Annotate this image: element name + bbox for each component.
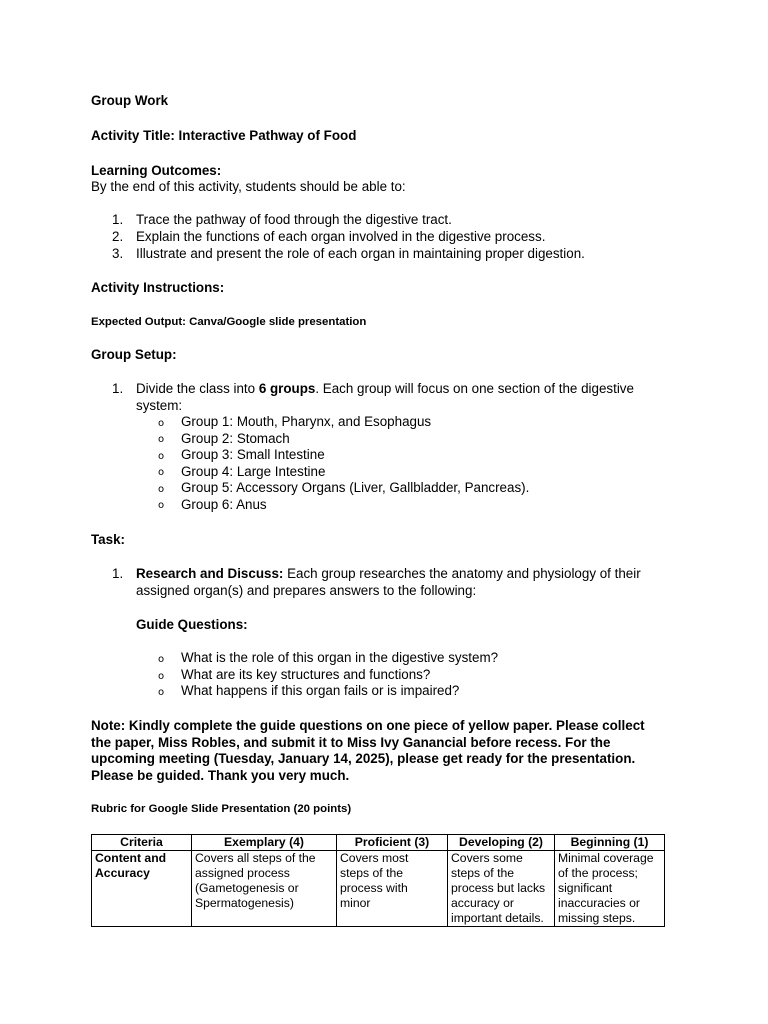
bullet-marker: o bbox=[158, 687, 165, 698]
list-number: 1. bbox=[112, 212, 124, 227]
rubric-header-proficient: Proficient (3) bbox=[337, 835, 448, 851]
group-item: Group 2: Stomach bbox=[181, 431, 290, 446]
activity-title: Activity Title: Interactive Pathway of Food bbox=[91, 128, 357, 143]
rubric-row bbox=[92, 851, 665, 927]
list-number: 2. bbox=[112, 229, 124, 244]
bullet-marker: o bbox=[158, 451, 165, 462]
learning-outcome-item: Explain the functions of each organ involved in the digestive process. bbox=[136, 229, 546, 244]
task-item: Research and Discuss: Each group researches the anatomy and physiology of their bbox=[136, 566, 641, 581]
bullet-marker: o bbox=[158, 467, 165, 478]
rubric-cell-developing: Covers some steps of the process but lacks accuracy or important details. bbox=[448, 851, 555, 927]
rubric-header-criteria: Criteria bbox=[92, 835, 192, 851]
rubric-title: Rubric for Google Slide Presentation (20 points) bbox=[91, 803, 352, 815]
group-item: Group 1: Mouth, Pharynx, and Esophagus bbox=[181, 414, 432, 429]
rubric-header-exemplary: Exemplary (4) bbox=[192, 835, 337, 851]
rubric-cell-proficient: Covers most steps of the process with minor bbox=[337, 851, 448, 927]
bullet-marker: o bbox=[158, 484, 165, 495]
list-number: 3. bbox=[112, 246, 124, 261]
rubric-header-beginning: Beginning (1) bbox=[555, 835, 665, 851]
learning-outcomes-intro: By the end of this activity, students should be able to: bbox=[91, 179, 406, 194]
activity-instructions-heading: Activity Instructions: bbox=[91, 280, 225, 295]
bullet-marker: o bbox=[158, 671, 165, 682]
bullet-marker: o bbox=[158, 434, 165, 445]
rubric-cell-exemplary: Covers all steps of the assigned process (Gametogenesis or Spermatogenesis) bbox=[192, 851, 337, 927]
guide-questions-heading: Guide Questions: bbox=[136, 617, 248, 632]
group-setup-item-continued: system: bbox=[136, 398, 183, 413]
rubric-header-developing: Developing (2) bbox=[448, 835, 555, 851]
group-setup-item: Divide the class into 6 groups. Each group will focus on one section of the digestive bbox=[136, 381, 634, 396]
group-item: Group 6: Anus bbox=[181, 497, 267, 512]
rubric-cell-criteria: Content and Accuracy bbox=[92, 851, 192, 927]
task-item-continued: assigned organ(s) and prepares answers to the following: bbox=[136, 583, 477, 598]
note-line: upcoming meeting (Tuesday, January 14, 2025), please get ready for the presentation. bbox=[91, 751, 636, 766]
bullet-marker: o bbox=[158, 500, 165, 511]
learning-outcomes-heading: Learning Outcomes: bbox=[91, 163, 222, 178]
group-item: Group 5: Accessory Organs (Liver, Gallbladder, Pancreas). bbox=[181, 480, 530, 495]
document-heading: Group Work bbox=[91, 93, 169, 108]
note-line: Please be guided. Thank you very much. bbox=[91, 768, 350, 783]
learning-outcome-item: Trace the pathway of food through the digestive tract. bbox=[136, 212, 452, 227]
guide-question: What are its key structures and functions? bbox=[181, 667, 431, 682]
rubric-cell-beginning: Minimal coverage of the process; significant inaccuracies or missing steps. bbox=[555, 851, 665, 927]
list-number: 1. bbox=[112, 381, 124, 396]
learning-outcome-item: Illustrate and present the role of each organ in maintaining proper digestion. bbox=[136, 246, 585, 261]
task-heading: Task: bbox=[91, 532, 125, 547]
expected-output: Expected Output: Canva/Google slide presentation bbox=[91, 316, 367, 328]
guide-question: What happens if this organ fails or is impaired? bbox=[181, 683, 460, 698]
group-item: Group 3: Small Intestine bbox=[181, 447, 325, 462]
guide-question: What is the role of this organ in the digestive system? bbox=[181, 650, 499, 665]
bullet-marker: o bbox=[158, 418, 165, 429]
group-item: Group 4: Large Intestine bbox=[181, 464, 326, 479]
list-number: 1. bbox=[112, 566, 124, 581]
note-line: Note: Kindly complete the guide questions on one piece of yellow paper. Please collect bbox=[91, 718, 645, 733]
bullet-marker: o bbox=[158, 654, 165, 665]
rubric-table bbox=[91, 834, 665, 927]
rubric-header-row bbox=[92, 835, 665, 851]
group-setup-heading: Group Setup: bbox=[91, 347, 177, 362]
note-line: the paper, Miss Robles, and submit it to Miss Ivy Ganancial before recess. For the bbox=[91, 735, 611, 750]
